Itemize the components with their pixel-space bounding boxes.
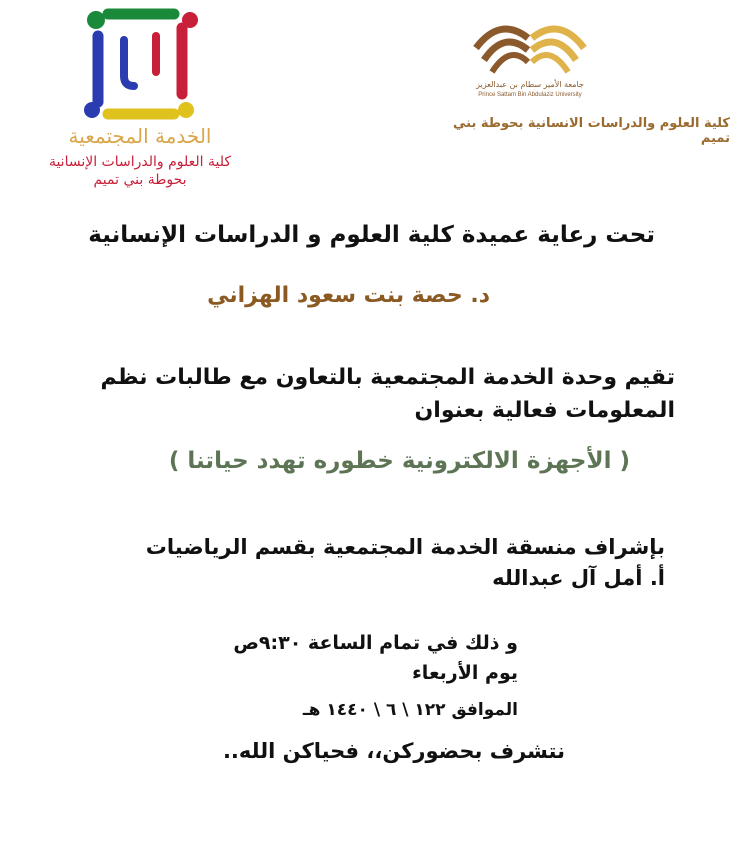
patronage-line: تحت رعاية عميدة كلية العلوم و الدراسات الإنسانية [88,222,655,248]
dean-name: د. حصة بنت سعود الهزاني [207,283,490,308]
event-title: ( الأجهزة الالكترونية خطوره تهدد حياتنا ) [168,448,630,474]
organizer-line-1: تقيم وحدة الخدمة المجتمعية بالتعاون مع طالبات نظم [100,365,675,390]
event-day: يوم الأربعاء [412,662,518,684]
community-service-emblem-icon [78,6,202,124]
college-name: كلية العلوم والدراسات الانسانية بحوطة بني تميم [452,116,730,146]
community-service-logo [30,6,250,196]
university-book-emblem-icon [470,8,590,78]
university-logo [440,8,740,146]
community-service-location: بحوطة بني تميم [93,172,187,188]
supervisor-name: أ. أمل آل عبدالله [492,566,665,590]
event-time: و ذلك في تمام الساعة ٩:٣٠ص [233,632,518,654]
organizer-line-2: المعلومات فعالية بعنوان [414,398,675,423]
welcome-line: نتشرف بحضوركن،، فحياكن الله.. [222,739,565,763]
community-service-title: الخدمة المجتمعية [68,124,212,148]
university-name-english: Prince Sattam Bin Abdulaziz University [478,92,582,98]
community-service-college: كلية العلوم والدراسات الإنسانية [48,154,232,170]
university-name-arabic: جامعة الأمير سطام بن عبدالعزيز [476,80,584,89]
event-date: الموافق ١٢٢ \ ٦ \ ١٤٤٠ هـ [302,700,518,720]
supervision-line-1: بإشراف منسقة الخدمة المجتمعية بقسم الرياضيات [145,535,665,559]
